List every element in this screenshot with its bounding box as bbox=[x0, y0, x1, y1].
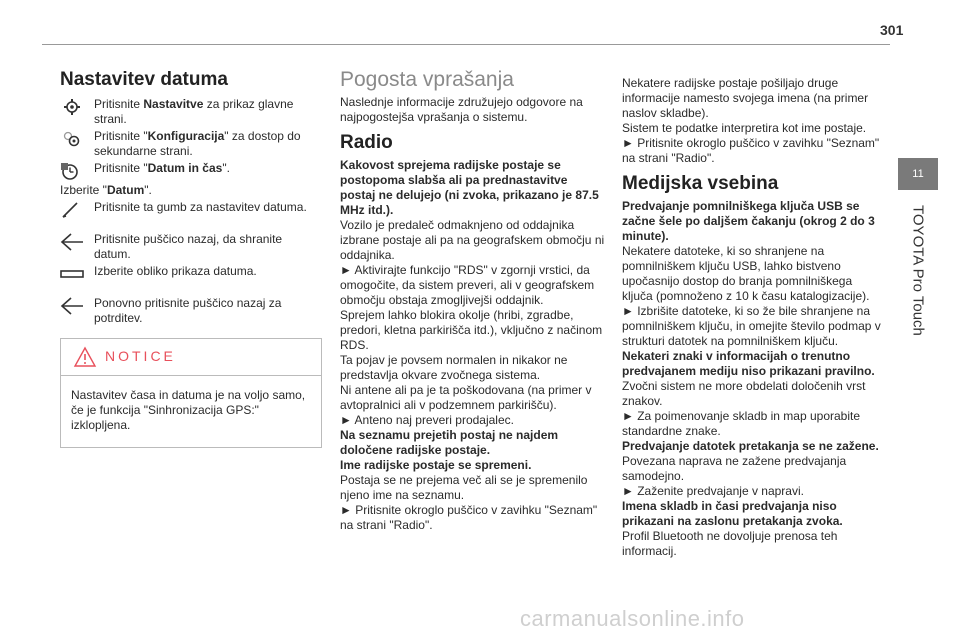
question: Nekateri znaki v informacijah o trenutno predvajanem mediju niso prikazani pravilno. bbox=[622, 349, 875, 378]
subheading-radio: Radio bbox=[340, 132, 393, 153]
step-text-post: za prikaz glavne strani. bbox=[94, 97, 294, 126]
warning-triangle-icon bbox=[73, 346, 97, 368]
question: Predvajanje pomnilniškega ključa USB se začne šele po daljšem čakanju (okrog 2 do 3 minute). bbox=[622, 199, 875, 243]
answer: Sistem te podatke interpretira kot ime postaje. bbox=[622, 121, 867, 135]
section-heading-faq: Pogosta vprašanja bbox=[340, 68, 514, 91]
step-text-bold: Datum in čas bbox=[147, 161, 223, 175]
step-settings bbox=[60, 97, 322, 127]
notice-header bbox=[61, 339, 321, 376]
answer: Nekatere datoteke, ki so shranjene na pomnilniškem ključu USB, lahko bistveno upočasnijo dostop do branja pomnilniškega ključa (pomnoženo z 10 k času katalogizacije). bbox=[622, 244, 870, 303]
answer: Sprejem lahko blokira okolje (hribi, zgradbe, predori, kletna parkirišča itd.), vključno z načinom RDS. bbox=[340, 308, 603, 352]
answer: Povezana naprava ne zažene predvajanja samodejno. bbox=[622, 454, 847, 483]
question: Imena skladb in časi predvajanja niso prikazani na zaslonu pretakanja zvoka. bbox=[622, 499, 843, 528]
faq-intro: Naslednje informacije združujejo odgovore na najpogostejša vprašanja o sistemu. bbox=[340, 95, 583, 124]
step-text-bold: Konfiguracija bbox=[147, 129, 225, 143]
question: Na seznamu prejetih postaj ne najdem določene radijske postaje. bbox=[340, 428, 559, 457]
notice-text: Nastavitev časa in datuma je na voljo samo, če je funkcija "Sinhronizacija GPS:" izklopljena. bbox=[71, 388, 306, 432]
notice-title: NOTICE bbox=[105, 348, 176, 364]
answer: Zvočni sistem ne more obdelati določenih vrst znakov. bbox=[622, 379, 866, 408]
step-text-post: ". bbox=[222, 161, 230, 175]
column-date-settings bbox=[60, 64, 322, 448]
answer: ► Aktivirajte funkcijo "RDS" v zgornji vrstici, da omogočite, da sistem preveri, ali v geografskem območju obstaja zmogljivejši oddajnik. bbox=[340, 263, 595, 307]
step-text-post: " za dostop do sekundarne strani. bbox=[94, 129, 301, 158]
question: Kakovost sprejema radijske postaje se postopoma slabša ali pa prednastavitve postaj ne delujejo (ni zvoka, prikazano je 87.5 MHz itd.). bbox=[340, 158, 599, 217]
gear-double-icon bbox=[60, 130, 84, 148]
step-edit-date bbox=[60, 200, 322, 218]
answer: Ta pojav je povsem normalen in nikakor ne predstavlja okvare zvočnega sistema. bbox=[340, 353, 568, 382]
page-number: 301 bbox=[880, 22, 904, 38]
column-faq-radio bbox=[340, 64, 606, 533]
pencil-icon bbox=[60, 201, 84, 219]
notice-box bbox=[60, 338, 322, 448]
column-media bbox=[622, 64, 886, 559]
answer: ► Zaženite predvajanje v napravi. bbox=[622, 484, 804, 498]
select-date-line bbox=[60, 183, 322, 198]
select-pre: Izberite " bbox=[60, 183, 107, 197]
step-format bbox=[60, 264, 322, 282]
step-text-bold: Nastavitve bbox=[143, 97, 204, 111]
back-arrow-icon bbox=[60, 233, 84, 251]
clock-8-icon bbox=[60, 162, 84, 180]
answer: ► Pritisnite okroglo puščico v zavihku "Seznam" na strani "Radio". bbox=[340, 503, 598, 532]
format-bar-icon bbox=[60, 265, 84, 283]
answer: ► Pritisnite okroglo puščico v zavihku "Seznam" na strani "Radio". bbox=[622, 136, 880, 165]
answer: Postaja se ne prejema več ali se je spremenilo njeno ime na seznamu. bbox=[340, 473, 588, 502]
back-arrow-icon bbox=[60, 297, 84, 315]
select-post: ". bbox=[144, 183, 152, 197]
step-text: Ponovno pritisnite puščico nazaj za potrditev. bbox=[94, 296, 282, 325]
chapter-title: TOYOTA Pro Touch bbox=[909, 205, 927, 336]
select-bold: Datum bbox=[106, 183, 145, 197]
step-text: Izberite obliko prikaza datuma. bbox=[94, 264, 257, 278]
chapter-title-vertical bbox=[895, 205, 941, 365]
section-heading-date: Nastavitev datuma bbox=[60, 69, 228, 90]
step-back-confirm bbox=[60, 296, 322, 326]
question: Ime radijske postaje se spremeni. bbox=[340, 458, 532, 472]
step-date-time bbox=[60, 161, 322, 179]
step-configuration bbox=[60, 129, 322, 159]
header-rule bbox=[42, 44, 890, 45]
step-text: Pritisnite ta gumb za nastavitev datuma. bbox=[94, 200, 307, 214]
answer: ► Anteno naj preveri prodajalec. bbox=[340, 413, 514, 427]
step-text-pre: Pritisnite " bbox=[94, 129, 148, 143]
step-text: Pritisnite puščico nazaj, da shranite datum. bbox=[94, 232, 283, 261]
answer: Ni antene ali pa je ta poškodovana (na primer v avtopralnici ali v podzemnem parkirišču). bbox=[340, 383, 592, 412]
step-text-pre: Pritisnite " bbox=[94, 161, 148, 175]
answer: ► Za poimenovanje skladb in map uporabite standardne znake. bbox=[622, 409, 861, 438]
chapter-tab[interactable]: 11 bbox=[898, 158, 938, 190]
watermark: carmanualsonline.info bbox=[520, 606, 745, 631]
subheading-media: Medijska vsebina bbox=[622, 173, 779, 194]
answer: Profil Bluetooth ne dovoljuje prenosa teh informacij. bbox=[622, 529, 838, 558]
answer: ► Izbrišite datoteke, ki so že bile shranjene na pomnilniškem ključu, in omejite število podmap v strukturi datotek na pomnilniškem ključu. bbox=[622, 304, 881, 348]
answer: Nekatere radijske postaje pošiljajo druge informacije namesto svojega imena (na primer naslov skladbe). bbox=[622, 76, 869, 120]
step-back-save bbox=[60, 232, 322, 262]
answer: Vozilo je predaleč odmaknjeno od oddajnika izbrane postaje ali pa na geografskem območju ni oddajnika. bbox=[340, 218, 605, 262]
gear-icon bbox=[60, 98, 84, 116]
step-text-pre: Pritisnite bbox=[94, 97, 144, 111]
question: Predvajanje datotek pretakanja se ne zažene. bbox=[622, 439, 879, 453]
